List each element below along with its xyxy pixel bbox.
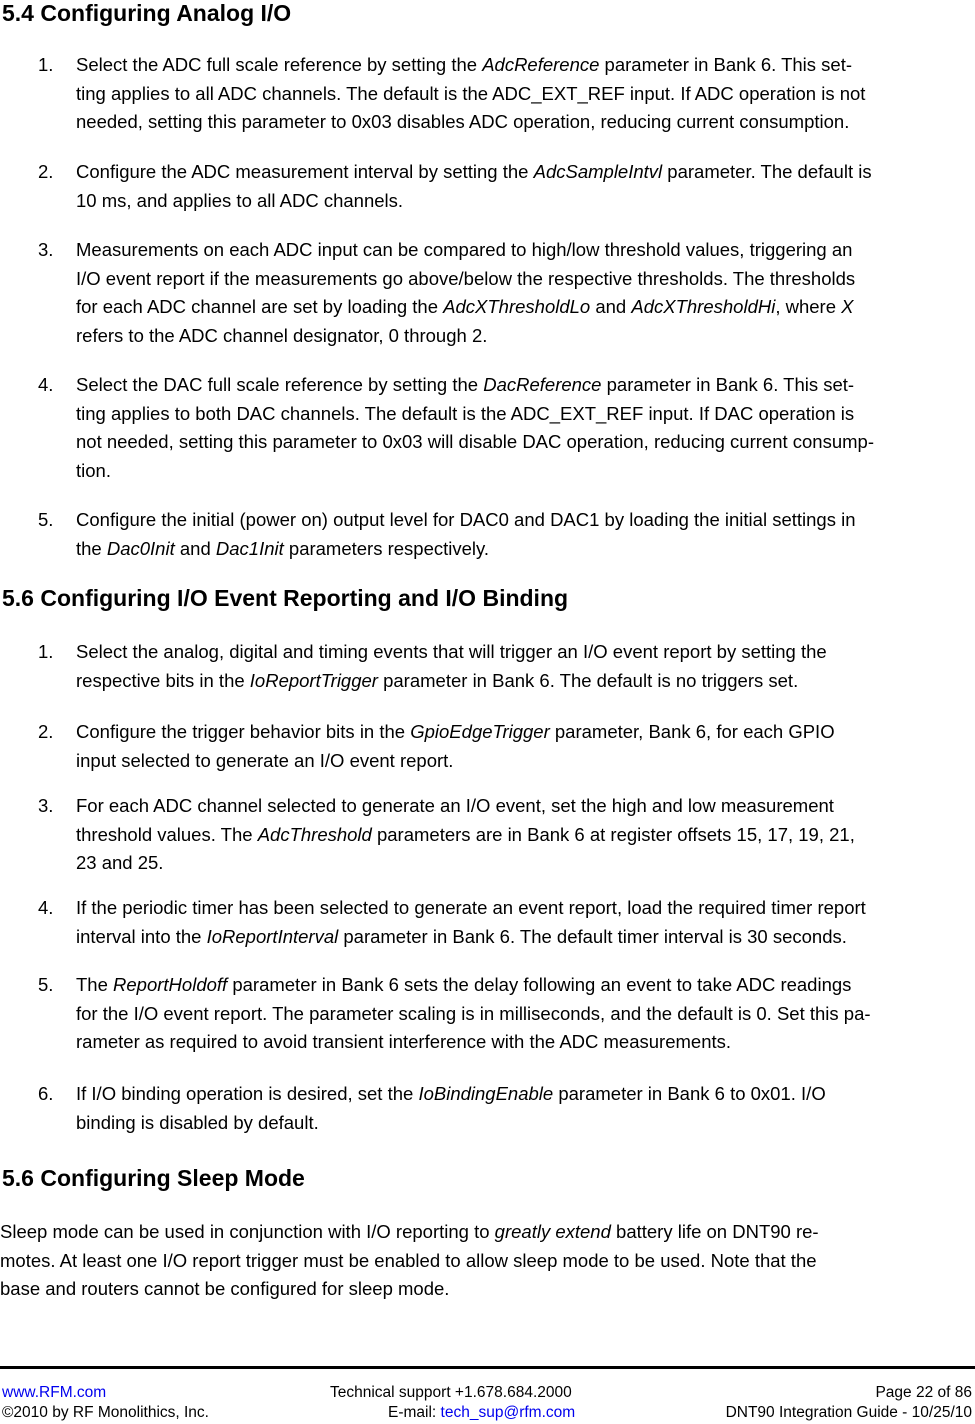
list-item-text bbox=[76, 371, 874, 485]
parameter-name: X bbox=[841, 296, 854, 317]
list-item-text bbox=[76, 718, 835, 775]
text-run: parameter in Bank 6. The default is no triggers set. bbox=[377, 669, 799, 691]
text-line bbox=[0, 1275, 819, 1304]
text-run: refers to the ADC channel designator, 0 through 2. bbox=[76, 324, 488, 346]
parameter-name: AdcXThresholdLo bbox=[443, 296, 591, 317]
page-number: Page 22 of 86 bbox=[875, 1384, 972, 1401]
text-line bbox=[76, 187, 872, 216]
text-run: 23 and 25. bbox=[76, 852, 164, 873]
guide-title-date: DNT90 Integration Guide - 10/25/10 bbox=[725, 1404, 972, 1421]
text-run: parameter in Bank 6 to 0x01. I/O bbox=[553, 1083, 826, 1104]
parameter-name: AdcReference bbox=[482, 54, 600, 75]
text-run: Select the analog, digital and timing events that will trigger an I/O event report by setting the bbox=[76, 641, 827, 662]
text-line bbox=[76, 849, 855, 878]
text-run: Configure the trigger behavior bits in the bbox=[76, 721, 411, 742]
parameter-name: Dac0Init bbox=[106, 537, 175, 559]
text-run: Configure the ADC measurement interval by setting the bbox=[76, 161, 534, 182]
text-line bbox=[76, 158, 872, 187]
text-run: parameter in Bank 6. This set- bbox=[599, 54, 853, 75]
list-item-text bbox=[76, 506, 855, 563]
text-run: and bbox=[174, 537, 216, 559]
text-line bbox=[0, 1218, 819, 1247]
text-run: parameters are in Bank 6 at register offsets 15, 17, 19, 21, bbox=[371, 823, 855, 845]
text-run: interval into the bbox=[76, 925, 207, 947]
list-item-text bbox=[76, 236, 855, 350]
list-item-number: 1. bbox=[38, 54, 54, 75]
text-line bbox=[76, 1109, 826, 1138]
text-run: needed, setting this parameter to 0x03 disables ADC operation, reducing current consumption. bbox=[76, 111, 850, 132]
list-item-number: 1. bbox=[38, 641, 54, 662]
parameter-name: ReportHoldoff bbox=[113, 974, 228, 995]
list-item-text bbox=[76, 638, 827, 695]
text-run: ting applies to all ADC channels. The default is the ADC_EXT_REF input. If ADC operation is not bbox=[76, 82, 866, 104]
text-run: parameter. The default is bbox=[662, 161, 872, 182]
list-item-text bbox=[76, 1080, 826, 1137]
text-run: and bbox=[590, 296, 632, 317]
text-line bbox=[76, 1000, 871, 1029]
text-run: If the periodic timer has been selected to generate an event report, load the required timer report bbox=[76, 897, 866, 918]
text-line bbox=[76, 400, 874, 429]
text-line bbox=[76, 667, 827, 696]
text-run: parameter in Bank 6. This set- bbox=[601, 374, 855, 395]
parameter-name: IoBindingEnable bbox=[418, 1083, 554, 1104]
list-item-number: 4. bbox=[38, 374, 54, 395]
section-title-event-reporting: 5.6 Configuring I/O Event Reporting and I/O Binding bbox=[2, 585, 569, 611]
list-item-number: 3. bbox=[38, 239, 54, 260]
text-run: battery life on DNT90 re- bbox=[610, 1221, 819, 1242]
text-run: parameters respectively. bbox=[283, 537, 490, 559]
list-item-number: 2. bbox=[38, 721, 54, 742]
list-item-text bbox=[76, 792, 855, 878]
parameter-name: IoReportInterval bbox=[206, 925, 339, 947]
text-run: ting applies to both DAC channels. The default is the ADC_EXT_REF input. If DAC operation is bbox=[76, 402, 855, 424]
section-title-sleep-mode: 5.6 Configuring Sleep Mode bbox=[2, 1165, 305, 1191]
text-run: tion. bbox=[76, 459, 111, 481]
footer-divider bbox=[0, 1366, 975, 1369]
text-run: Configure the initial (power on) output level for DAC0 and DAC1 by loading the initial settings in bbox=[76, 509, 856, 530]
text-run: for each ADC channel are set by loading the bbox=[76, 296, 444, 317]
parameter-name: AdcThreshold bbox=[257, 823, 372, 845]
text-line bbox=[76, 80, 865, 109]
text-line bbox=[76, 894, 866, 923]
website-link[interactable]: www.RFM.com bbox=[2, 1384, 107, 1401]
parameter-name: DacReference bbox=[483, 374, 602, 395]
text-line bbox=[76, 923, 866, 952]
support-email-link[interactable]: tech_sup@rfm.com bbox=[440, 1404, 576, 1421]
list-item-number: 5. bbox=[38, 509, 54, 530]
list-item-number: 6. bbox=[38, 1083, 54, 1104]
text-line bbox=[76, 293, 855, 322]
text-run: the bbox=[76, 537, 107, 559]
text-line bbox=[76, 265, 855, 294]
text-line bbox=[76, 1028, 871, 1057]
section-title-analog-io: 5.4 Configuring Analog I/O bbox=[2, 0, 292, 26]
list-item-number: 2. bbox=[38, 161, 54, 182]
list-item-text bbox=[76, 894, 866, 951]
sleep-mode-paragraph bbox=[0, 1218, 819, 1304]
text-line bbox=[76, 322, 855, 351]
text-run: respective bits in the bbox=[76, 669, 250, 691]
text-line bbox=[76, 428, 874, 457]
text-line bbox=[76, 108, 865, 137]
text-run: The bbox=[76, 974, 114, 995]
text-line bbox=[76, 51, 865, 80]
text-run: motes. At least one I/O report trigger must be enabled to allow sleep mode to be used. Note that the bbox=[0, 1249, 817, 1271]
parameter-name: IoReportTrigger bbox=[249, 669, 378, 691]
parameter-name: greatly extend bbox=[494, 1221, 611, 1242]
text-run: Select the DAC full scale reference by setting the bbox=[76, 374, 484, 395]
text-line bbox=[76, 1080, 826, 1109]
text-line bbox=[76, 371, 874, 400]
text-run: Select the ADC full scale reference by setting the bbox=[76, 54, 483, 75]
email-label: E-mail: bbox=[388, 1404, 441, 1421]
copyright-text: ©2010 by RF Monolithics, Inc. bbox=[2, 1404, 209, 1421]
list-item-text bbox=[76, 971, 871, 1057]
parameter-name: Dac1Init bbox=[215, 537, 284, 559]
text-run: for the I/O event report. The parameter scaling is in milliseconds, and the default is 0. Set this pa- bbox=[76, 1002, 871, 1024]
text-run: If I/O binding operation is desired, set the bbox=[76, 1083, 419, 1104]
text-run: Measurements on each ADC input can be compared to high/low threshold values, triggering an bbox=[76, 239, 853, 260]
list-item-number: 4. bbox=[38, 897, 54, 918]
text-run: binding is disabled by default. bbox=[76, 1111, 319, 1133]
text-line bbox=[76, 971, 871, 1000]
text-run: parameter in Bank 6. The default timer interval is 30 seconds. bbox=[338, 925, 847, 947]
list-item-text bbox=[76, 51, 865, 137]
list-item-number: 5. bbox=[38, 974, 54, 995]
text-line bbox=[76, 236, 855, 265]
text-run: Sleep mode can be used in conjunction with I/O reporting to bbox=[0, 1221, 495, 1242]
text-line bbox=[76, 747, 835, 776]
parameter-name: AdcXThresholdHi bbox=[631, 296, 776, 317]
text-run: 10 ms, and applies to all ADC channels. bbox=[76, 189, 404, 211]
text-run: parameter, Bank 6, for each GPIO bbox=[549, 721, 835, 742]
text-run: I/O event report if the measurements go above/below the respective thresholds. The thresholds bbox=[76, 267, 856, 289]
text-run: input selected to generate an I/O event report. bbox=[76, 749, 454, 771]
text-line bbox=[76, 792, 855, 821]
text-run: parameter in Bank 6 sets the delay following an event to take ADC readings bbox=[227, 974, 852, 995]
text-run: For each ADC channel selected to generate an I/O event, set the high and low measurement bbox=[76, 795, 834, 816]
parameter-name: GpioEdgeTrigger bbox=[410, 721, 550, 742]
text-run: rameter as required to avoid transient interference with the ADC measurements. bbox=[76, 1031, 732, 1052]
text-line bbox=[76, 718, 835, 747]
text-line bbox=[76, 535, 855, 564]
text-line bbox=[76, 457, 874, 486]
support-phone: Technical support +1.678.684.2000 bbox=[330, 1384, 572, 1401]
text-run: not needed, setting this parameter to 0x03 will disable DAC operation, reducing current consump- bbox=[76, 431, 874, 452]
support-email-line bbox=[388, 1402, 575, 1424]
text-run: threshold values. The bbox=[76, 823, 258, 845]
text-line bbox=[0, 1247, 819, 1276]
text-line bbox=[76, 821, 855, 850]
list-item-number: 3. bbox=[38, 795, 54, 816]
text-line bbox=[76, 506, 855, 535]
list-item-text bbox=[76, 158, 872, 215]
text-run: , where bbox=[775, 296, 842, 317]
parameter-name: AdcSampleIntvl bbox=[533, 161, 663, 182]
text-run: base and routers cannot be configured for sleep mode. bbox=[0, 1278, 450, 1299]
text-line bbox=[76, 638, 827, 667]
